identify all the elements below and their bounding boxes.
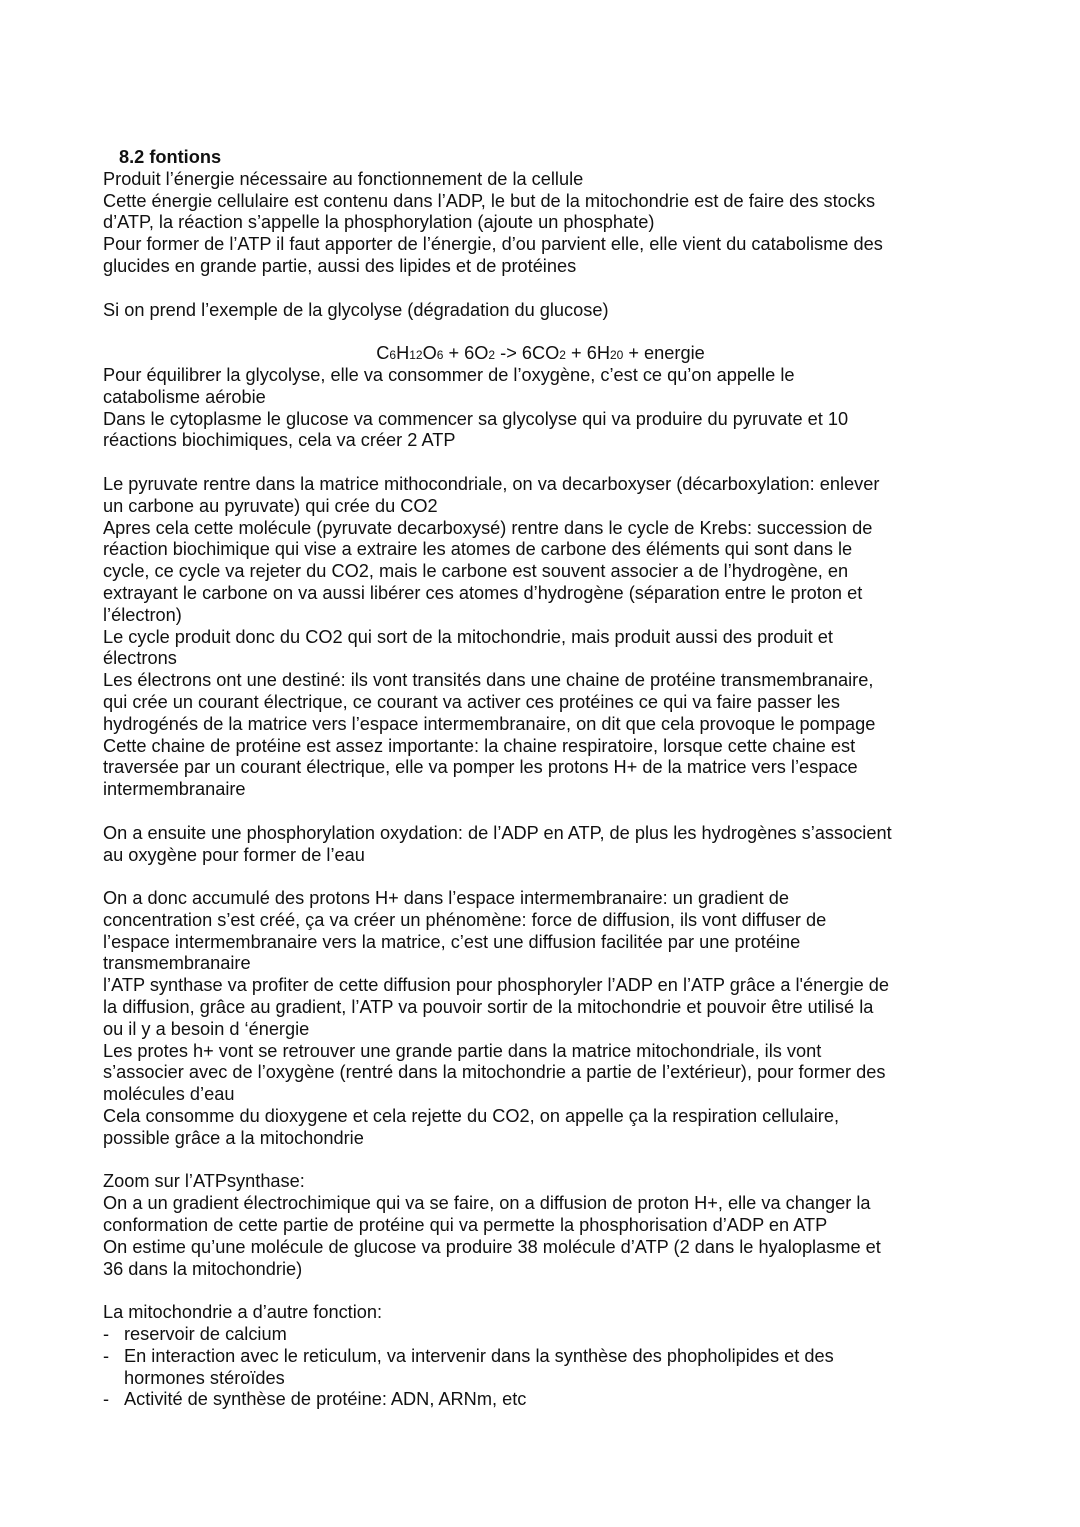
text-line: Pour équilibrer la glycolyse, elle va consommer de l’oxygène, c’est ce qu’on appelle le	[103, 364, 795, 385]
text-line: On a ensuite une phosphorylation oxydation: de l’ADP en ATP, de plus les hydrogènes s’associent	[103, 822, 892, 843]
text-line: la diffusion, grâce au gradient, l’ATP va pouvoir sortir de la mitochondrie et pouvoir être utilisé la	[103, 997, 874, 1018]
text-line: Les protes h+ vont se retrouver une grande partie dans la matrice mitochondriale, ils vont	[103, 1040, 822, 1061]
text-line: Pour former de l’ATP il faut apporter de l’énergie, d’ou parvient elle, elle vient du catabolisme des	[103, 234, 883, 255]
list-item-continuation: hormones stéroïdes	[124, 1367, 285, 1388]
text-line: molécules d’eau	[103, 1084, 235, 1105]
text-line: concentration s’est créé, ça va créer un phénomène: force de diffusion, ils vont diffuser de	[103, 909, 827, 930]
text-line: Si on prend l’exemple de la glycolyse (dégradation du glucose)	[103, 299, 609, 320]
text-line: On a donc accumulé des protons H+ dans l’espace intermembranaire: un gradient de	[103, 888, 789, 909]
text-line: Cette chaine de protéine est assez importante: la chaine respiratoire, lorsque cette chaine est	[103, 735, 856, 756]
blank-line	[103, 452, 1003, 474]
list-item-text: Activité de synthèse de protéine: ADN, ARNm, etc	[124, 1389, 527, 1410]
bullet-dash: -	[103, 1345, 110, 1366]
text-line: ou il y a besoin d ‘énergie	[103, 1018, 310, 1039]
text-line: au oxygène pour former de l’eau	[103, 844, 365, 865]
text-line: l’électron)	[103, 604, 182, 625]
list-item	[103, 1324, 1003, 1346]
text-line: Cela consomme du dioxygene et cela rejette du CO2, on appelle ça la respiration cellulaire,	[103, 1106, 839, 1127]
bullet-dash: -	[103, 1324, 110, 1345]
text-line: Cette énergie cellulaire est contenu dans l’ADP, le but de la mitochondrie est de faire des stocks	[103, 190, 876, 211]
text-line: hydrogénés de la matrice vers l’espace intermembranaire, on dit que cela provoque le pompage	[103, 713, 876, 734]
text-line: possible grâce a la mitochondrie	[103, 1127, 364, 1148]
text-line: La mitochondrie a d’autre fonction:	[103, 1302, 383, 1323]
section-heading: 8.2 fontions	[119, 147, 222, 167]
text-line: catabolisme aérobie	[103, 386, 266, 407]
list-item	[103, 1389, 1003, 1411]
text-line: Zoom sur l’ATPsynthase:	[103, 1171, 305, 1192]
text-line: intermembranaire	[103, 779, 246, 800]
text-line: électrons	[103, 648, 177, 669]
text-line: Produit l’énergie nécessaire au fonctionnement de la cellule	[103, 168, 584, 189]
list-item	[103, 1346, 1003, 1368]
equation-text: C6H12O6 + 6O2 -> 6CO2 + 6H20 + energie	[376, 343, 705, 364]
text-line: qui crée un courant électrique, ce courant va activer ces protéines ce qui va faire passer les	[103, 691, 840, 712]
text-line: cycle, ce cycle va rejeter du CO2, mais le carbone est souvent associer a de l’hydrogène, en	[103, 561, 849, 582]
text-line: glucides en grande partie, aussi des lipides et de protéines	[103, 255, 577, 276]
blank-line	[103, 801, 1003, 823]
list-item-text: reservoir de calcium	[124, 1324, 287, 1345]
text-line: extrayant le carbone on va aussi libérer ces atomes d’hydrogène (séparation entre le proton et	[103, 582, 863, 603]
blank-line	[103, 1280, 1003, 1302]
chemical-equation	[103, 343, 1003, 365]
text-line: Le cycle produit donc du CO2 qui sort de la mitochondrie, mais produit aussi des produit et	[103, 626, 833, 647]
text-line: réactions biochimiques, cela va créer 2 ATP	[103, 430, 456, 451]
text-line: un carbone au pyruvate) qui crée du CO2	[103, 495, 438, 516]
document-page	[103, 147, 1003, 1411]
text-line: s’associer avec de l’oxygène (rentré dans la mitochondrie a partie de l’extérieur), pour former des	[103, 1062, 886, 1083]
blank-line	[103, 1150, 1003, 1172]
text-line: conformation de cette partie de protéine qui va permette la phosphorisation d’ADP en ATP	[103, 1215, 828, 1236]
bullet-dash: -	[103, 1389, 110, 1410]
text-line: l’ATP synthase va profiter de cette diffusion pour phosphoryler l’ADP en l’ATP grâce a l'énergie de	[103, 975, 889, 996]
text-line: On a un gradient électrochimique qui va se faire, on a diffusion de proton H+, elle va changer la	[103, 1193, 871, 1214]
blank-line	[103, 278, 1003, 300]
text-line: Les électrons ont une destiné: ils vont transités dans une chaine de protéine transmembranaire,	[103, 670, 874, 691]
text-line: l’espace intermembranaire vers la matrice, c’est une diffusion facilitée par une protéine	[103, 931, 801, 952]
text-line: Apres cela cette molécule (pyruvate decarboxysé) rentre dans le cycle de Krebs: succession de	[103, 517, 873, 538]
text-line: réaction biochimique qui vise a extraire les atomes de carbone des éléments qui sont dans le	[103, 539, 853, 560]
text-line: transmembranaire	[103, 953, 251, 974]
text-line: On estime qu’une molécule de glucose va produire 38 molécule d’ATP (2 dans le hyaloplasme et	[103, 1236, 881, 1257]
list-item-text: En interaction avec le reticulum, va intervenir dans la synthèse des phopholipides et des	[124, 1345, 834, 1366]
text-line: Dans le cytoplasme le glucose va commencer sa glycolyse qui va produire du pyruvate et 10	[103, 408, 849, 429]
text-line: traversée par un courant électrique, elle va pomper les protons H+ de la matrice vers l’espace	[103, 757, 858, 778]
text-line: d’ATP, la réaction s’appelle la phosphorylation (ajoute un phosphate)	[103, 212, 655, 233]
blank-line	[103, 866, 1003, 888]
blank-line	[103, 321, 1003, 343]
text-line: Le pyruvate rentre dans la matrice mithocondriale, on va decarboxyser (décarboxylation: enlever	[103, 473, 880, 494]
text-line: 36 dans la mitochondrie)	[103, 1258, 303, 1279]
